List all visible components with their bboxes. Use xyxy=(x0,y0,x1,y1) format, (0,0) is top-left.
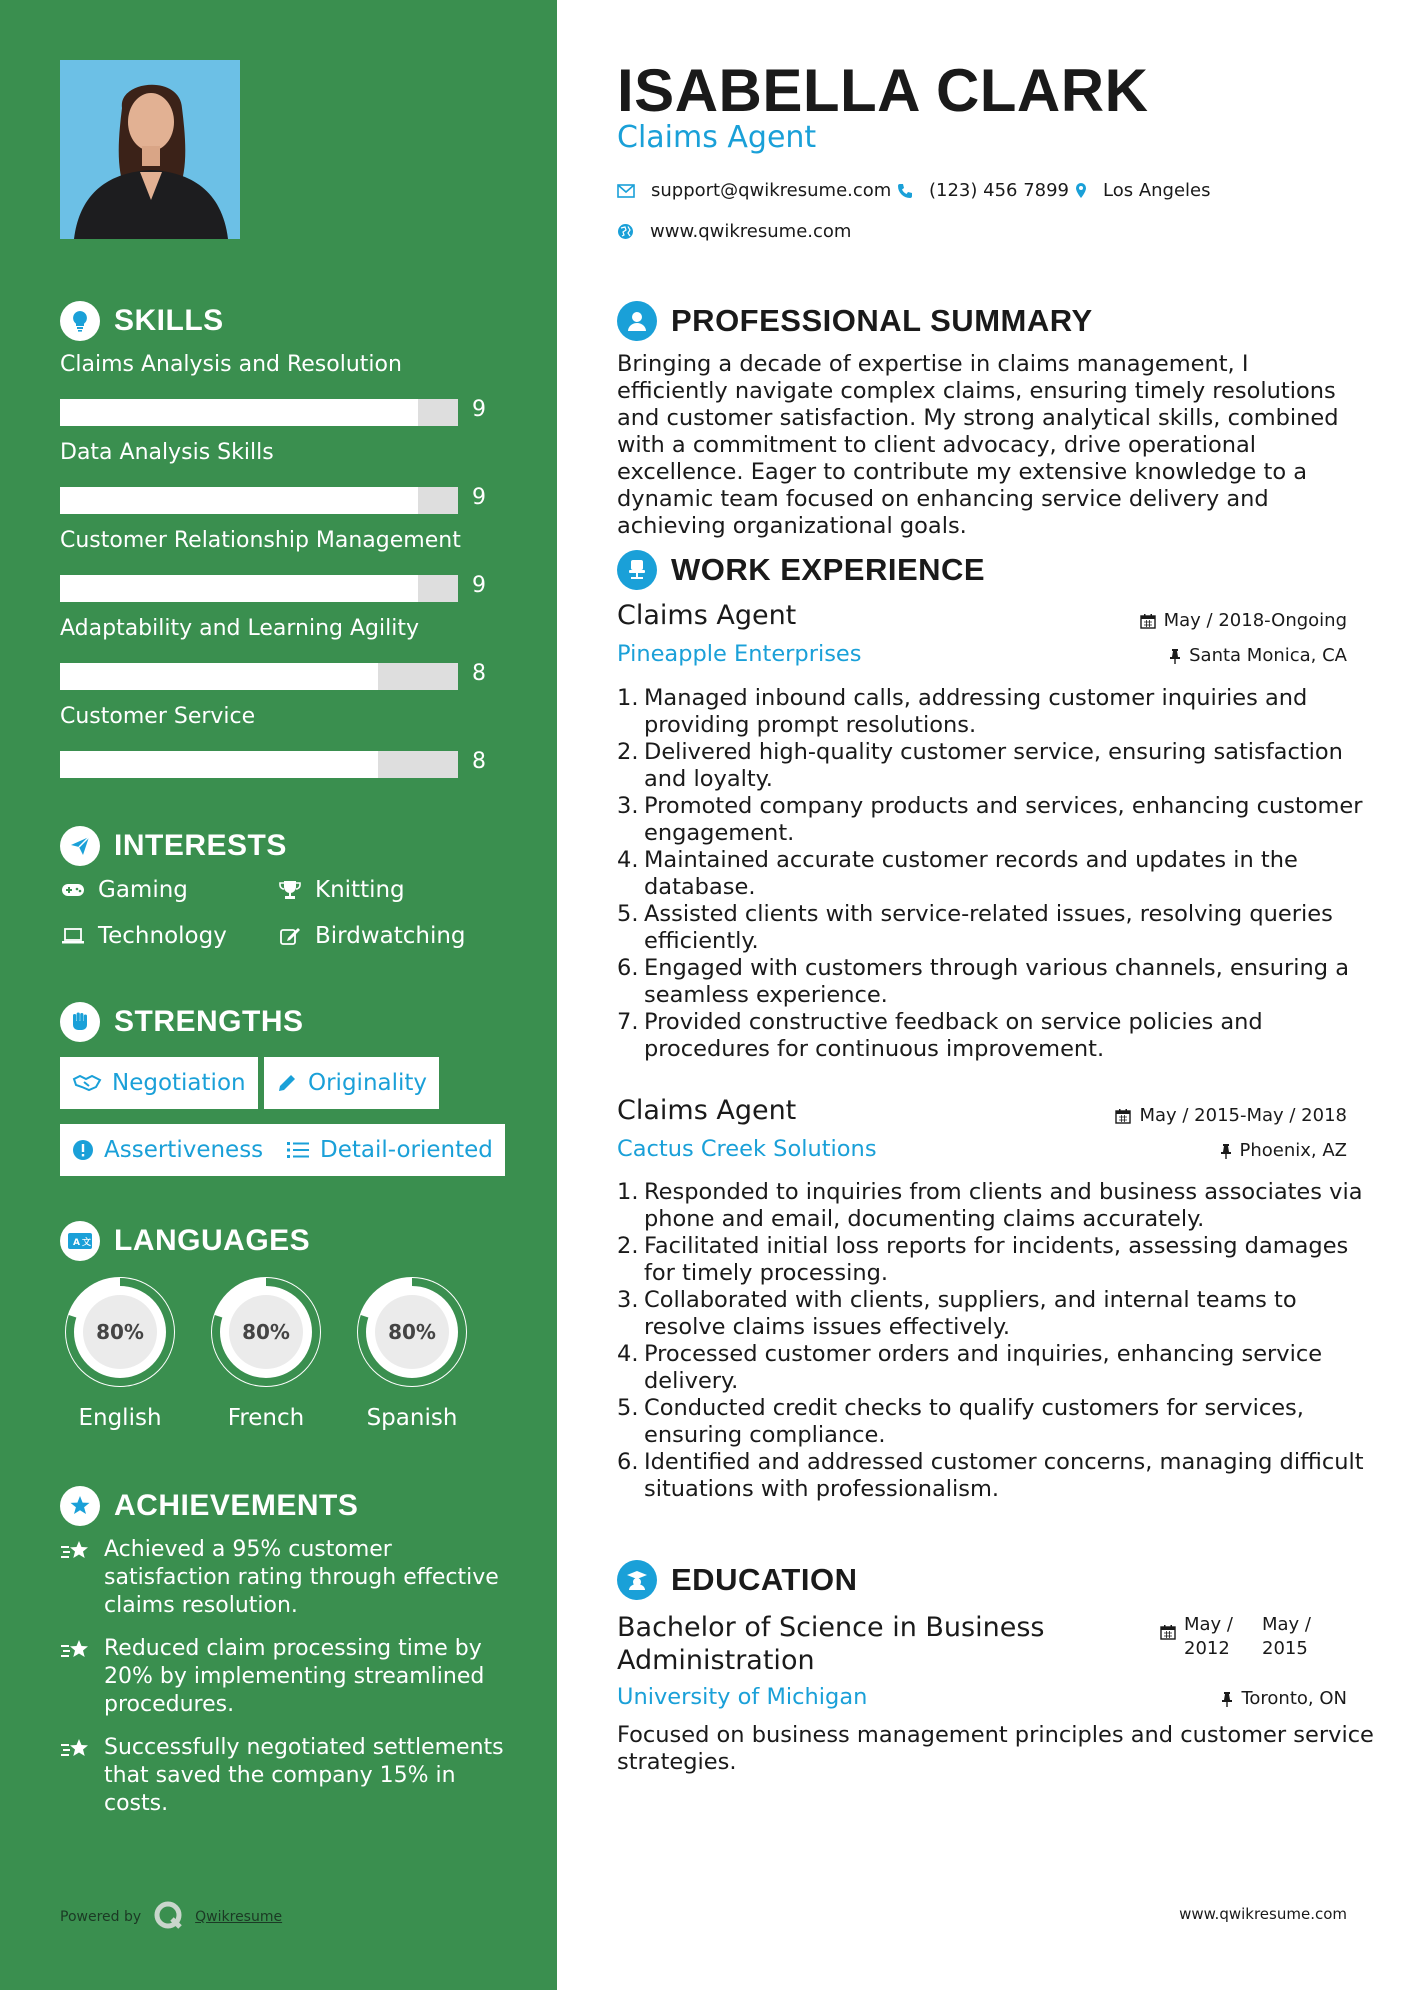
strength-label: Negotiation xyxy=(112,1070,246,1096)
pushpin-icon xyxy=(1169,648,1181,664)
sidebar xyxy=(0,0,557,1990)
duty-item: 4. Processed customer orders and inquiries, enhancing service delivery. xyxy=(617,1341,1367,1395)
main-content xyxy=(557,0,1407,1990)
job-duties xyxy=(617,1179,1367,1503)
star-badge-icon xyxy=(60,1486,100,1526)
job-title: Claims Agent xyxy=(617,1095,797,1126)
strength-tag xyxy=(60,1124,275,1176)
duty-text: Engaged with customers through various channels, ensuring a seamless experience. xyxy=(644,955,1350,1008)
job-dates-text: May / 2018-Ongoing xyxy=(1163,610,1347,631)
job-dates xyxy=(1115,1105,1347,1126)
job-dates-text: May / 2015-May / 2018 xyxy=(1139,1105,1347,1126)
interest-label: Gaming xyxy=(98,877,188,903)
job-dates xyxy=(1140,610,1347,631)
edit-icon xyxy=(277,925,303,947)
lightbulb-icon xyxy=(60,301,100,341)
powered-label: Powered by xyxy=(60,1909,142,1925)
language-percent: 80% xyxy=(96,1320,144,1344)
globe-icon xyxy=(617,223,634,240)
user-icon xyxy=(617,301,657,341)
summary-title: PROFESSIONAL SUMMARY xyxy=(671,303,1093,338)
skill-label: Adaptability and Learning Agility xyxy=(60,616,420,641)
language-name: Spanish xyxy=(366,1405,458,1431)
duty-text: Assisted clients with service-related issues, resolving queries efficiently. xyxy=(644,901,1333,954)
duty-text: Facilitated initial loss reports for incidents, assessing damages for timely processing. xyxy=(644,1233,1349,1286)
duty-text: Collaborated with clients, suppliers, and internal teams to resolve claims issues effectively. xyxy=(644,1287,1297,1340)
strength-tag xyxy=(60,1057,258,1109)
skill-bar xyxy=(60,751,458,778)
gamepad-icon xyxy=(60,882,86,898)
duty-text: Conducted credit checks to qualify customers for services, ensuring compliance. xyxy=(644,1395,1304,1448)
experience-title: WORK EXPERIENCE xyxy=(671,552,986,587)
skill-item xyxy=(60,615,500,686)
job-location xyxy=(1220,1140,1348,1161)
duty-item: 2. Facilitated initial loss reports for incidents, assessing damages for timely processing. xyxy=(617,1233,1367,1287)
skill-label: Customer Relationship Management xyxy=(60,528,461,553)
skill-bar-fill xyxy=(60,399,418,426)
skill-item xyxy=(60,527,500,598)
interest-item xyxy=(277,875,405,905)
language-item xyxy=(351,1271,473,1431)
languages-header xyxy=(60,1219,310,1263)
pushpin-icon xyxy=(1221,1691,1233,1707)
achievement-text: Achieved a 95% customer satisfaction rating through effective claims resolution. xyxy=(104,1537,499,1618)
interest-item xyxy=(60,921,227,951)
duty-text: Delivered high-quality customer service, ensuring satisfaction and loyalty. xyxy=(644,739,1343,792)
person-portrait-icon xyxy=(60,60,240,239)
contact-phone[interactable] xyxy=(897,180,1069,201)
calendar-icon xyxy=(1140,613,1156,629)
qwikresume-logo-icon xyxy=(153,1900,183,1934)
envelope-icon xyxy=(617,184,635,198)
education-school: University of Michigan xyxy=(617,1684,868,1710)
language-percent: 80% xyxy=(242,1320,290,1344)
duty-text: Managed inbound calls, addressing customer inquiries and providing prompt resolutions. xyxy=(644,685,1308,738)
email-text: support@qwikresume.com xyxy=(651,180,892,201)
education-location xyxy=(1221,1688,1347,1709)
skill-bar xyxy=(60,663,458,690)
location-text: Los Angeles xyxy=(1103,180,1211,201)
shooting-star-icon xyxy=(60,1736,92,1818)
powered-by xyxy=(60,1900,282,1934)
contact-website[interactable] xyxy=(617,221,851,242)
achievement-item xyxy=(60,1734,510,1818)
education-end: May / 2015 xyxy=(1262,1614,1311,1659)
job-title: Claims Agent xyxy=(617,600,797,631)
language-name: French xyxy=(227,1405,305,1431)
language-item xyxy=(59,1271,181,1431)
svg-text:文: 文 xyxy=(82,1238,92,1248)
achievements-header xyxy=(60,1484,358,1528)
strengths-header xyxy=(60,1000,304,1044)
skill-label: Customer Service xyxy=(60,704,256,729)
raised-fist-icon xyxy=(60,1002,100,1042)
duty-text: Promoted company products and services, enhancing customer engagement. xyxy=(644,793,1363,846)
duty-item: 4. Maintained accurate customer records and updates in the database. xyxy=(617,847,1367,901)
strength-label: Detail-oriented xyxy=(320,1137,493,1163)
skill-score: 8 xyxy=(472,661,486,686)
calendar-icon xyxy=(1160,1623,1176,1661)
job-location-text: Santa Monica, CA xyxy=(1189,645,1347,666)
language-gauge xyxy=(351,1271,473,1393)
education-location-text: Toronto, ON xyxy=(1241,1688,1347,1709)
skill-item xyxy=(60,703,500,774)
duty-text: Processed customer orders and inquiries, enhancing service delivery. xyxy=(644,1341,1323,1394)
skill-bar-fill xyxy=(60,487,418,514)
interest-label: Technology xyxy=(98,923,227,949)
phone-icon xyxy=(897,183,913,199)
shooting-star-icon xyxy=(60,1637,92,1719)
skills-header xyxy=(60,299,224,343)
achievement-text: Reduced claim processing time by 20% by implementing streamlined procedures. xyxy=(104,1636,485,1717)
strength-tag xyxy=(274,1124,505,1176)
interest-item xyxy=(277,921,466,951)
qwikresume-link[interactable]: Qwikresume xyxy=(195,1909,283,1925)
pencil-icon xyxy=(276,1072,298,1094)
duty-item: 1. Responded to inquiries from clients and business associates via phone and email, documenting claims accurately. xyxy=(617,1179,1367,1233)
website-text: www.qwikresume.com xyxy=(650,221,852,242)
strength-tag xyxy=(264,1057,439,1109)
phone-text: (123) 456 7899 xyxy=(929,180,1070,201)
language-name: English xyxy=(78,1405,162,1431)
job-location xyxy=(1169,645,1347,666)
paper-plane-icon xyxy=(60,826,100,866)
interest-item xyxy=(60,875,188,905)
translate-icon xyxy=(60,1221,100,1261)
skill-label: Claims Analysis and Resolution xyxy=(60,352,402,377)
duty-item: 1. Managed inbound calls, addressing customer inquiries and providing prompt resolutions. xyxy=(617,685,1367,739)
skill-score: 9 xyxy=(472,397,486,422)
skills-title: SKILLS xyxy=(114,304,224,337)
interests-title: INTERESTS xyxy=(114,829,287,862)
skill-score: 9 xyxy=(472,573,486,598)
achievement-item xyxy=(60,1536,510,1620)
calendar-icon xyxy=(1115,1108,1131,1124)
shooting-star-icon xyxy=(60,1538,92,1620)
duty-text: Maintained accurate customer records and updates in the database. xyxy=(644,847,1298,900)
duty-item: 7. Provided constructive feedback on service policies and procedures for continuous improvement. xyxy=(617,1009,1367,1063)
job-company: Pineapple Enterprises xyxy=(617,641,862,667)
languages-title: LANGUAGES xyxy=(114,1224,311,1257)
candidate-name: ISABELLA CLARK xyxy=(617,57,1149,124)
skill-bar-fill xyxy=(60,751,378,778)
skill-bar-fill xyxy=(60,663,378,690)
experience-header xyxy=(617,548,985,592)
duty-item: 6. Engaged with customers through various channels, ensuring a seamless experience. xyxy=(617,955,1367,1009)
skill-score: 8 xyxy=(472,749,486,774)
laptop-icon xyxy=(60,927,86,945)
contact-location xyxy=(1075,180,1211,201)
graduate-icon xyxy=(617,1560,657,1600)
job-company: Cactus Creek Solutions xyxy=(617,1136,877,1162)
education-start: May / 2012 xyxy=(1184,1614,1233,1659)
interests-header xyxy=(60,824,287,868)
skill-item xyxy=(60,439,500,510)
handshake-icon xyxy=(72,1073,102,1093)
duty-text: Identified and addressed customer concerns, managing difficult situations with professionalism. xyxy=(644,1449,1364,1502)
achievement-text: Successfully negotiated settlements that saved the company 15% in costs. xyxy=(104,1735,504,1816)
language-gauge xyxy=(59,1271,181,1393)
list-icon xyxy=(286,1140,310,1160)
skill-score: 9 xyxy=(472,485,486,510)
footer-url[interactable]: www.qwikresume.com xyxy=(1179,1905,1347,1923)
education-header xyxy=(617,1558,857,1602)
skill-bar xyxy=(60,399,458,426)
interest-label: Birdwatching xyxy=(315,923,466,949)
trophy-icon xyxy=(277,879,303,901)
skill-bar xyxy=(60,575,458,602)
contact-email[interactable] xyxy=(617,180,891,201)
exclamation-circle-icon xyxy=(72,1139,94,1161)
duty-text: Provided constructive feedback on service policies and procedures for continuous improvement. xyxy=(644,1009,1263,1062)
pushpin-icon xyxy=(1220,1143,1232,1159)
education-title: EDUCATION xyxy=(671,1562,858,1597)
svg-text:A: A xyxy=(73,1238,80,1248)
summary-header xyxy=(617,299,1093,343)
skill-item xyxy=(60,351,500,422)
education-degree: Bachelor of Science in Business Administration xyxy=(617,1612,1045,1676)
candidate-role: Claims Agent xyxy=(617,120,817,155)
achievement-item xyxy=(60,1635,510,1719)
strength-label: Assertiveness xyxy=(104,1137,264,1163)
duty-text: Responded to inquiries from clients and business associates via phone and email, documenting claims accurately. xyxy=(644,1179,1363,1232)
duty-item: 3. Promoted company products and services, enhancing customer engagement. xyxy=(617,793,1367,847)
duty-item: 6. Identified and addressed customer concerns, managing difficult situations with professionalism. xyxy=(617,1449,1367,1503)
profile-photo xyxy=(60,60,240,239)
duty-item: 3. Collaborated with clients, suppliers, and internal teams to resolve claims issues effectively. xyxy=(617,1287,1367,1341)
skill-bar-fill xyxy=(60,575,418,602)
job-location-text: Phoenix, AZ xyxy=(1239,1140,1347,1161)
interest-label: Knitting xyxy=(315,877,405,903)
duty-item: 5. Conducted credit checks to qualify customers for services, ensuring compliance. xyxy=(617,1395,1367,1449)
achievements-title: ACHIEVEMENTS xyxy=(114,1489,359,1522)
strength-label: Originality xyxy=(308,1070,428,1096)
education-description: Focused on business management principles and customer service strategies. xyxy=(617,1722,1374,1775)
language-item xyxy=(205,1271,327,1431)
strengths-title: STRENGTHS xyxy=(114,1005,304,1038)
office-chair-icon xyxy=(617,550,657,590)
duty-item: 2. Delivered high-quality customer service, ensuring satisfaction and loyalty. xyxy=(617,739,1367,793)
skill-label: Data Analysis Skills xyxy=(60,440,274,465)
skill-bar xyxy=(60,487,458,514)
education-dates xyxy=(1160,1613,1340,1661)
summary-text: Bringing a decade of expertise in claims management, I efficiently navigate complex claims, ensuring timely resolutions and customer satisfaction. My strong analytical skills, combined with a commitment to client advocacy, drive operational excellence. Eager to contribute my extensive knowledge to a dynamic team focused on enhancing service delivery and achieving organizational goals. xyxy=(617,351,1339,539)
map-pin-icon xyxy=(1075,182,1087,199)
language-gauge xyxy=(205,1271,327,1393)
duty-item: 5. Assisted clients with service-related issues, resolving queries efficiently. xyxy=(617,901,1367,955)
language-percent: 80% xyxy=(388,1320,436,1344)
job-duties xyxy=(617,685,1367,1063)
